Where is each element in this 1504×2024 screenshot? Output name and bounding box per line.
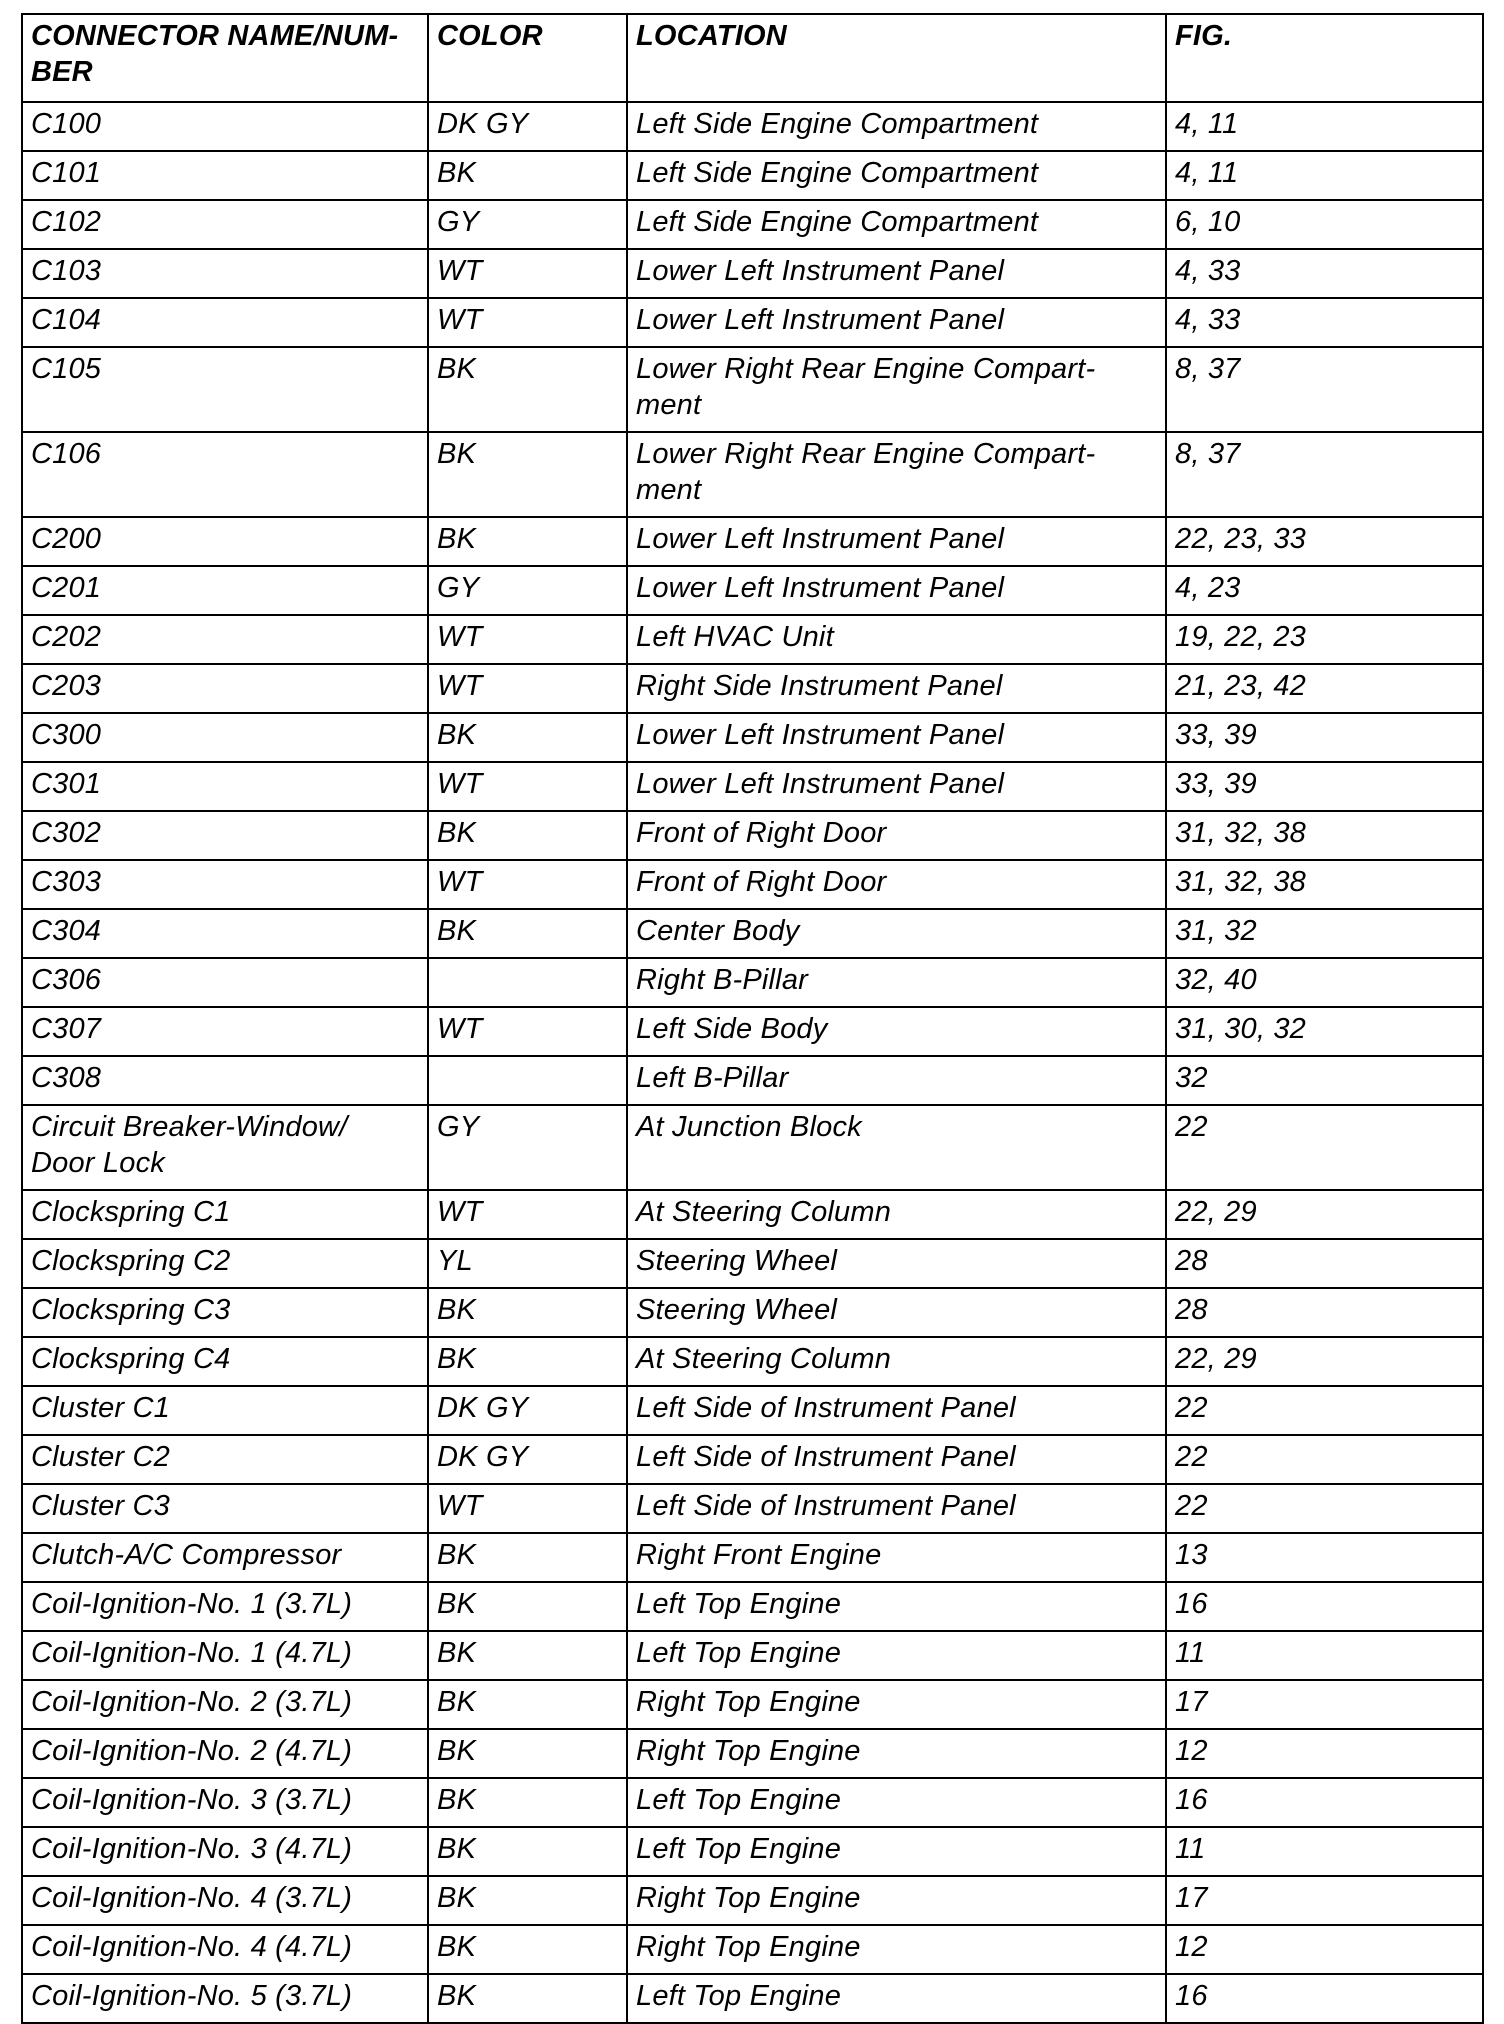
table-row bbox=[22, 1386, 1483, 1435]
location-cell: Left Side of Instrument Panel bbox=[627, 1484, 1166, 1533]
connector-name-cell: Clockspring C1 bbox=[22, 1190, 428, 1239]
fig-cell: 4, 33 bbox=[1166, 249, 1483, 298]
color-cell: WT bbox=[428, 664, 627, 713]
fig-cell: 22, 23, 33 bbox=[1166, 517, 1483, 566]
color-cell: GY bbox=[428, 1105, 627, 1190]
table-row bbox=[22, 151, 1483, 200]
color-cell: GY bbox=[428, 566, 627, 615]
fig-cell: 33, 39 bbox=[1166, 762, 1483, 811]
table-row bbox=[22, 200, 1483, 249]
color-cell: BK bbox=[428, 1680, 627, 1729]
color-cell: GY bbox=[428, 200, 627, 249]
connector-name-cell: Cluster C3 bbox=[22, 1484, 428, 1533]
color-cell: WT bbox=[428, 615, 627, 664]
color-cell: BK bbox=[428, 811, 627, 860]
location-cell: Left Side Engine Compartment bbox=[627, 102, 1166, 151]
fig-cell: 32 bbox=[1166, 1056, 1483, 1105]
table-row bbox=[22, 811, 1483, 860]
color-cell: BK bbox=[428, 1925, 627, 1974]
location-cell: Steering Wheel bbox=[627, 1239, 1166, 1288]
connector-name-cell: Coil-Ignition-No. 5 (3.7L) bbox=[22, 1974, 428, 2023]
color-cell: BK bbox=[428, 1582, 627, 1631]
location-cell: Lower Right Rear Engine Compart-ment bbox=[627, 432, 1166, 517]
fig-cell: 11 bbox=[1166, 1631, 1483, 1680]
location-cell: Front of Right Door bbox=[627, 860, 1166, 909]
fig-cell: 4, 23 bbox=[1166, 566, 1483, 615]
color-cell: BK bbox=[428, 1337, 627, 1386]
color-cell: WT bbox=[428, 1484, 627, 1533]
table-row bbox=[22, 1778, 1483, 1827]
table-row bbox=[22, 102, 1483, 151]
location-cell: Left Top Engine bbox=[627, 1974, 1166, 2023]
fig-cell: 4, 11 bbox=[1166, 102, 1483, 151]
table-row bbox=[22, 1056, 1483, 1105]
color-cell: BK bbox=[428, 1778, 627, 1827]
fig-cell: 22, 29 bbox=[1166, 1337, 1483, 1386]
header-location: LOCATION bbox=[627, 14, 1166, 102]
location-cell: Right B-Pillar bbox=[627, 958, 1166, 1007]
connector-name-cell: Clockspring C3 bbox=[22, 1288, 428, 1337]
fig-cell: 31, 32 bbox=[1166, 909, 1483, 958]
color-cell: BK bbox=[428, 151, 627, 200]
fig-cell: 22 bbox=[1166, 1435, 1483, 1484]
location-cell: Center Body bbox=[627, 909, 1166, 958]
fig-cell: 17 bbox=[1166, 1680, 1483, 1729]
connector-name-cell: C106 bbox=[22, 432, 428, 517]
fig-cell: 31, 32, 38 bbox=[1166, 811, 1483, 860]
fig-cell: 21, 23, 42 bbox=[1166, 664, 1483, 713]
location-cell: Left Side of Instrument Panel bbox=[627, 1435, 1166, 1484]
table-row bbox=[22, 1435, 1483, 1484]
fig-cell: 16 bbox=[1166, 1582, 1483, 1631]
location-cell: Right Front Engine bbox=[627, 1533, 1166, 1582]
table-row bbox=[22, 909, 1483, 958]
fig-cell: 8, 37 bbox=[1166, 432, 1483, 517]
location-cell: Right Top Engine bbox=[627, 1876, 1166, 1925]
color-cell: BK bbox=[428, 1876, 627, 1925]
connector-name-cell: C304 bbox=[22, 909, 428, 958]
connector-name-cell: C200 bbox=[22, 517, 428, 566]
table-row bbox=[22, 762, 1483, 811]
connector-name-cell: Coil-Ignition-No. 1 (4.7L) bbox=[22, 1631, 428, 1680]
table-row bbox=[22, 1484, 1483, 1533]
header-row bbox=[22, 14, 1483, 102]
location-cell: Right Top Engine bbox=[627, 1729, 1166, 1778]
connector-name-cell: Clutch-A/C Compressor bbox=[22, 1533, 428, 1582]
table-row bbox=[22, 249, 1483, 298]
connector-name-cell: Clockspring C2 bbox=[22, 1239, 428, 1288]
color-cell: BK bbox=[428, 909, 627, 958]
table-row bbox=[22, 615, 1483, 664]
fig-cell: 32, 40 bbox=[1166, 958, 1483, 1007]
color-cell: BK bbox=[428, 1729, 627, 1778]
connector-name-cell: C101 bbox=[22, 151, 428, 200]
header-connector-name: CONNECTOR NAME/NUM-BER bbox=[22, 14, 428, 102]
connector-name-cell: C103 bbox=[22, 249, 428, 298]
table-row bbox=[22, 1729, 1483, 1778]
location-cell: Lower Left Instrument Panel bbox=[627, 249, 1166, 298]
fig-cell: 16 bbox=[1166, 1974, 1483, 2023]
table-row bbox=[22, 664, 1483, 713]
table-row bbox=[22, 1827, 1483, 1876]
color-cell: BK bbox=[428, 1974, 627, 2023]
color-cell: BK bbox=[428, 1533, 627, 1582]
fig-cell: 11 bbox=[1166, 1827, 1483, 1876]
connector-name-cell: C105 bbox=[22, 347, 428, 432]
fig-cell: 22 bbox=[1166, 1105, 1483, 1190]
table-row bbox=[22, 1337, 1483, 1386]
table-row bbox=[22, 1533, 1483, 1582]
table-body bbox=[22, 102, 1483, 2023]
location-cell: Right Top Engine bbox=[627, 1680, 1166, 1729]
connector-name-cell: C100 bbox=[22, 102, 428, 151]
table-row bbox=[22, 1974, 1483, 2023]
color-cell: DK GY bbox=[428, 102, 627, 151]
location-cell: Left Side Engine Compartment bbox=[627, 151, 1166, 200]
fig-cell: 28 bbox=[1166, 1288, 1483, 1337]
location-cell: Left Top Engine bbox=[627, 1582, 1166, 1631]
table-row bbox=[22, 860, 1483, 909]
fig-cell: 16 bbox=[1166, 1778, 1483, 1827]
connector-name-cell: C203 bbox=[22, 664, 428, 713]
connector-name-cell: Coil-Ignition-No. 3 (3.7L) bbox=[22, 1778, 428, 1827]
location-cell: Left B-Pillar bbox=[627, 1056, 1166, 1105]
connector-name-cell: C307 bbox=[22, 1007, 428, 1056]
fig-cell: 22 bbox=[1166, 1484, 1483, 1533]
connector-name-cell: C102 bbox=[22, 200, 428, 249]
color-cell: WT bbox=[428, 1190, 627, 1239]
header-color: COLOR bbox=[428, 14, 627, 102]
color-cell: BK bbox=[428, 347, 627, 432]
color-cell bbox=[428, 958, 627, 1007]
connector-name-cell: C308 bbox=[22, 1056, 428, 1105]
fig-cell: 31, 32, 38 bbox=[1166, 860, 1483, 909]
color-cell: BK bbox=[428, 517, 627, 566]
table-row bbox=[22, 1925, 1483, 1974]
location-cell: Left HVAC Unit bbox=[627, 615, 1166, 664]
connector-name-cell: Circuit Breaker-Window/ Door Lock bbox=[22, 1105, 428, 1190]
location-cell: Right Top Engine bbox=[627, 1925, 1166, 1974]
connector-name-cell: C302 bbox=[22, 811, 428, 860]
connector-name-cell: C104 bbox=[22, 298, 428, 347]
table-row bbox=[22, 1105, 1483, 1190]
location-cell: Left Side Engine Compartment bbox=[627, 200, 1166, 249]
connector-name-cell: Cluster C1 bbox=[22, 1386, 428, 1435]
connector-table bbox=[21, 13, 1484, 2024]
connector-name-cell: C303 bbox=[22, 860, 428, 909]
color-cell: BK bbox=[428, 713, 627, 762]
table-row bbox=[22, 1190, 1483, 1239]
connector-name-cell: Coil-Ignition-No. 4 (3.7L) bbox=[22, 1876, 428, 1925]
location-cell: Front of Right Door bbox=[627, 811, 1166, 860]
color-cell: BK bbox=[428, 1631, 627, 1680]
fig-cell: 6, 10 bbox=[1166, 200, 1483, 249]
fig-cell: 4, 11 bbox=[1166, 151, 1483, 200]
color-cell: WT bbox=[428, 1007, 627, 1056]
location-cell: Left Side Body bbox=[627, 1007, 1166, 1056]
location-cell: Left Top Engine bbox=[627, 1778, 1166, 1827]
table-row bbox=[22, 1876, 1483, 1925]
table-row bbox=[22, 1239, 1483, 1288]
connector-name-cell: C300 bbox=[22, 713, 428, 762]
table-row bbox=[22, 298, 1483, 347]
table-row bbox=[22, 1680, 1483, 1729]
table-row bbox=[22, 1288, 1483, 1337]
fig-cell: 17 bbox=[1166, 1876, 1483, 1925]
fig-cell: 8, 37 bbox=[1166, 347, 1483, 432]
color-cell: DK GY bbox=[428, 1435, 627, 1484]
connector-name-cell: Coil-Ignition-No. 1 (3.7L) bbox=[22, 1582, 428, 1631]
table-row bbox=[22, 432, 1483, 517]
location-cell: Lower Left Instrument Panel bbox=[627, 762, 1166, 811]
table-row bbox=[22, 958, 1483, 1007]
connector-name-cell: Clockspring C4 bbox=[22, 1337, 428, 1386]
table-row bbox=[22, 517, 1483, 566]
color-cell: BK bbox=[428, 1288, 627, 1337]
location-cell: Steering Wheel bbox=[627, 1288, 1166, 1337]
connector-name-cell: Coil-Ignition-No. 2 (3.7L) bbox=[22, 1680, 428, 1729]
connector-name-cell: Coil-Ignition-No. 4 (4.7L) bbox=[22, 1925, 428, 1974]
location-cell: Lower Left Instrument Panel bbox=[627, 298, 1166, 347]
color-cell: BK bbox=[428, 432, 627, 517]
location-cell: At Steering Column bbox=[627, 1190, 1166, 1239]
location-cell: Left Top Engine bbox=[627, 1827, 1166, 1876]
connector-name-cell: Coil-Ignition-No. 3 (4.7L) bbox=[22, 1827, 428, 1876]
location-cell: Left Top Engine bbox=[627, 1631, 1166, 1680]
table-row bbox=[22, 566, 1483, 615]
fig-cell: 19, 22, 23 bbox=[1166, 615, 1483, 664]
fig-cell: 13 bbox=[1166, 1533, 1483, 1582]
connector-name-cell: C201 bbox=[22, 566, 428, 615]
color-cell: WT bbox=[428, 762, 627, 811]
location-cell: At Steering Column bbox=[627, 1337, 1166, 1386]
table-row bbox=[22, 713, 1483, 762]
color-cell: WT bbox=[428, 249, 627, 298]
location-cell: Lower Left Instrument Panel bbox=[627, 713, 1166, 762]
location-cell: Right Side Instrument Panel bbox=[627, 664, 1166, 713]
location-cell: Lower Right Rear Engine Compart-ment bbox=[627, 347, 1166, 432]
header-fig: FIG. bbox=[1166, 14, 1483, 102]
color-cell: WT bbox=[428, 860, 627, 909]
table-row bbox=[22, 1582, 1483, 1631]
location-cell: Lower Left Instrument Panel bbox=[627, 566, 1166, 615]
table-row bbox=[22, 1631, 1483, 1680]
location-cell: Lower Left Instrument Panel bbox=[627, 517, 1166, 566]
connector-name-cell: C301 bbox=[22, 762, 428, 811]
location-cell: At Junction Block bbox=[627, 1105, 1166, 1190]
connector-name-cell: Coil-Ignition-No. 2 (4.7L) bbox=[22, 1729, 428, 1778]
fig-cell: 31, 30, 32 bbox=[1166, 1007, 1483, 1056]
color-cell: BK bbox=[428, 1827, 627, 1876]
table-row bbox=[22, 347, 1483, 432]
fig-cell: 22 bbox=[1166, 1386, 1483, 1435]
fig-cell: 4, 33 bbox=[1166, 298, 1483, 347]
connector-name-cell: Cluster C2 bbox=[22, 1435, 428, 1484]
color-cell bbox=[428, 1056, 627, 1105]
fig-cell: 22, 29 bbox=[1166, 1190, 1483, 1239]
fig-cell: 12 bbox=[1166, 1925, 1483, 1974]
color-cell: WT bbox=[428, 298, 627, 347]
fig-cell: 33, 39 bbox=[1166, 713, 1483, 762]
fig-cell: 12 bbox=[1166, 1729, 1483, 1778]
table-row bbox=[22, 1007, 1483, 1056]
connector-name-cell: C306 bbox=[22, 958, 428, 1007]
connector-name-cell: C202 bbox=[22, 615, 428, 664]
fig-cell: 28 bbox=[1166, 1239, 1483, 1288]
location-cell: Left Side of Instrument Panel bbox=[627, 1386, 1166, 1435]
color-cell: DK GY bbox=[428, 1386, 627, 1435]
color-cell: YL bbox=[428, 1239, 627, 1288]
